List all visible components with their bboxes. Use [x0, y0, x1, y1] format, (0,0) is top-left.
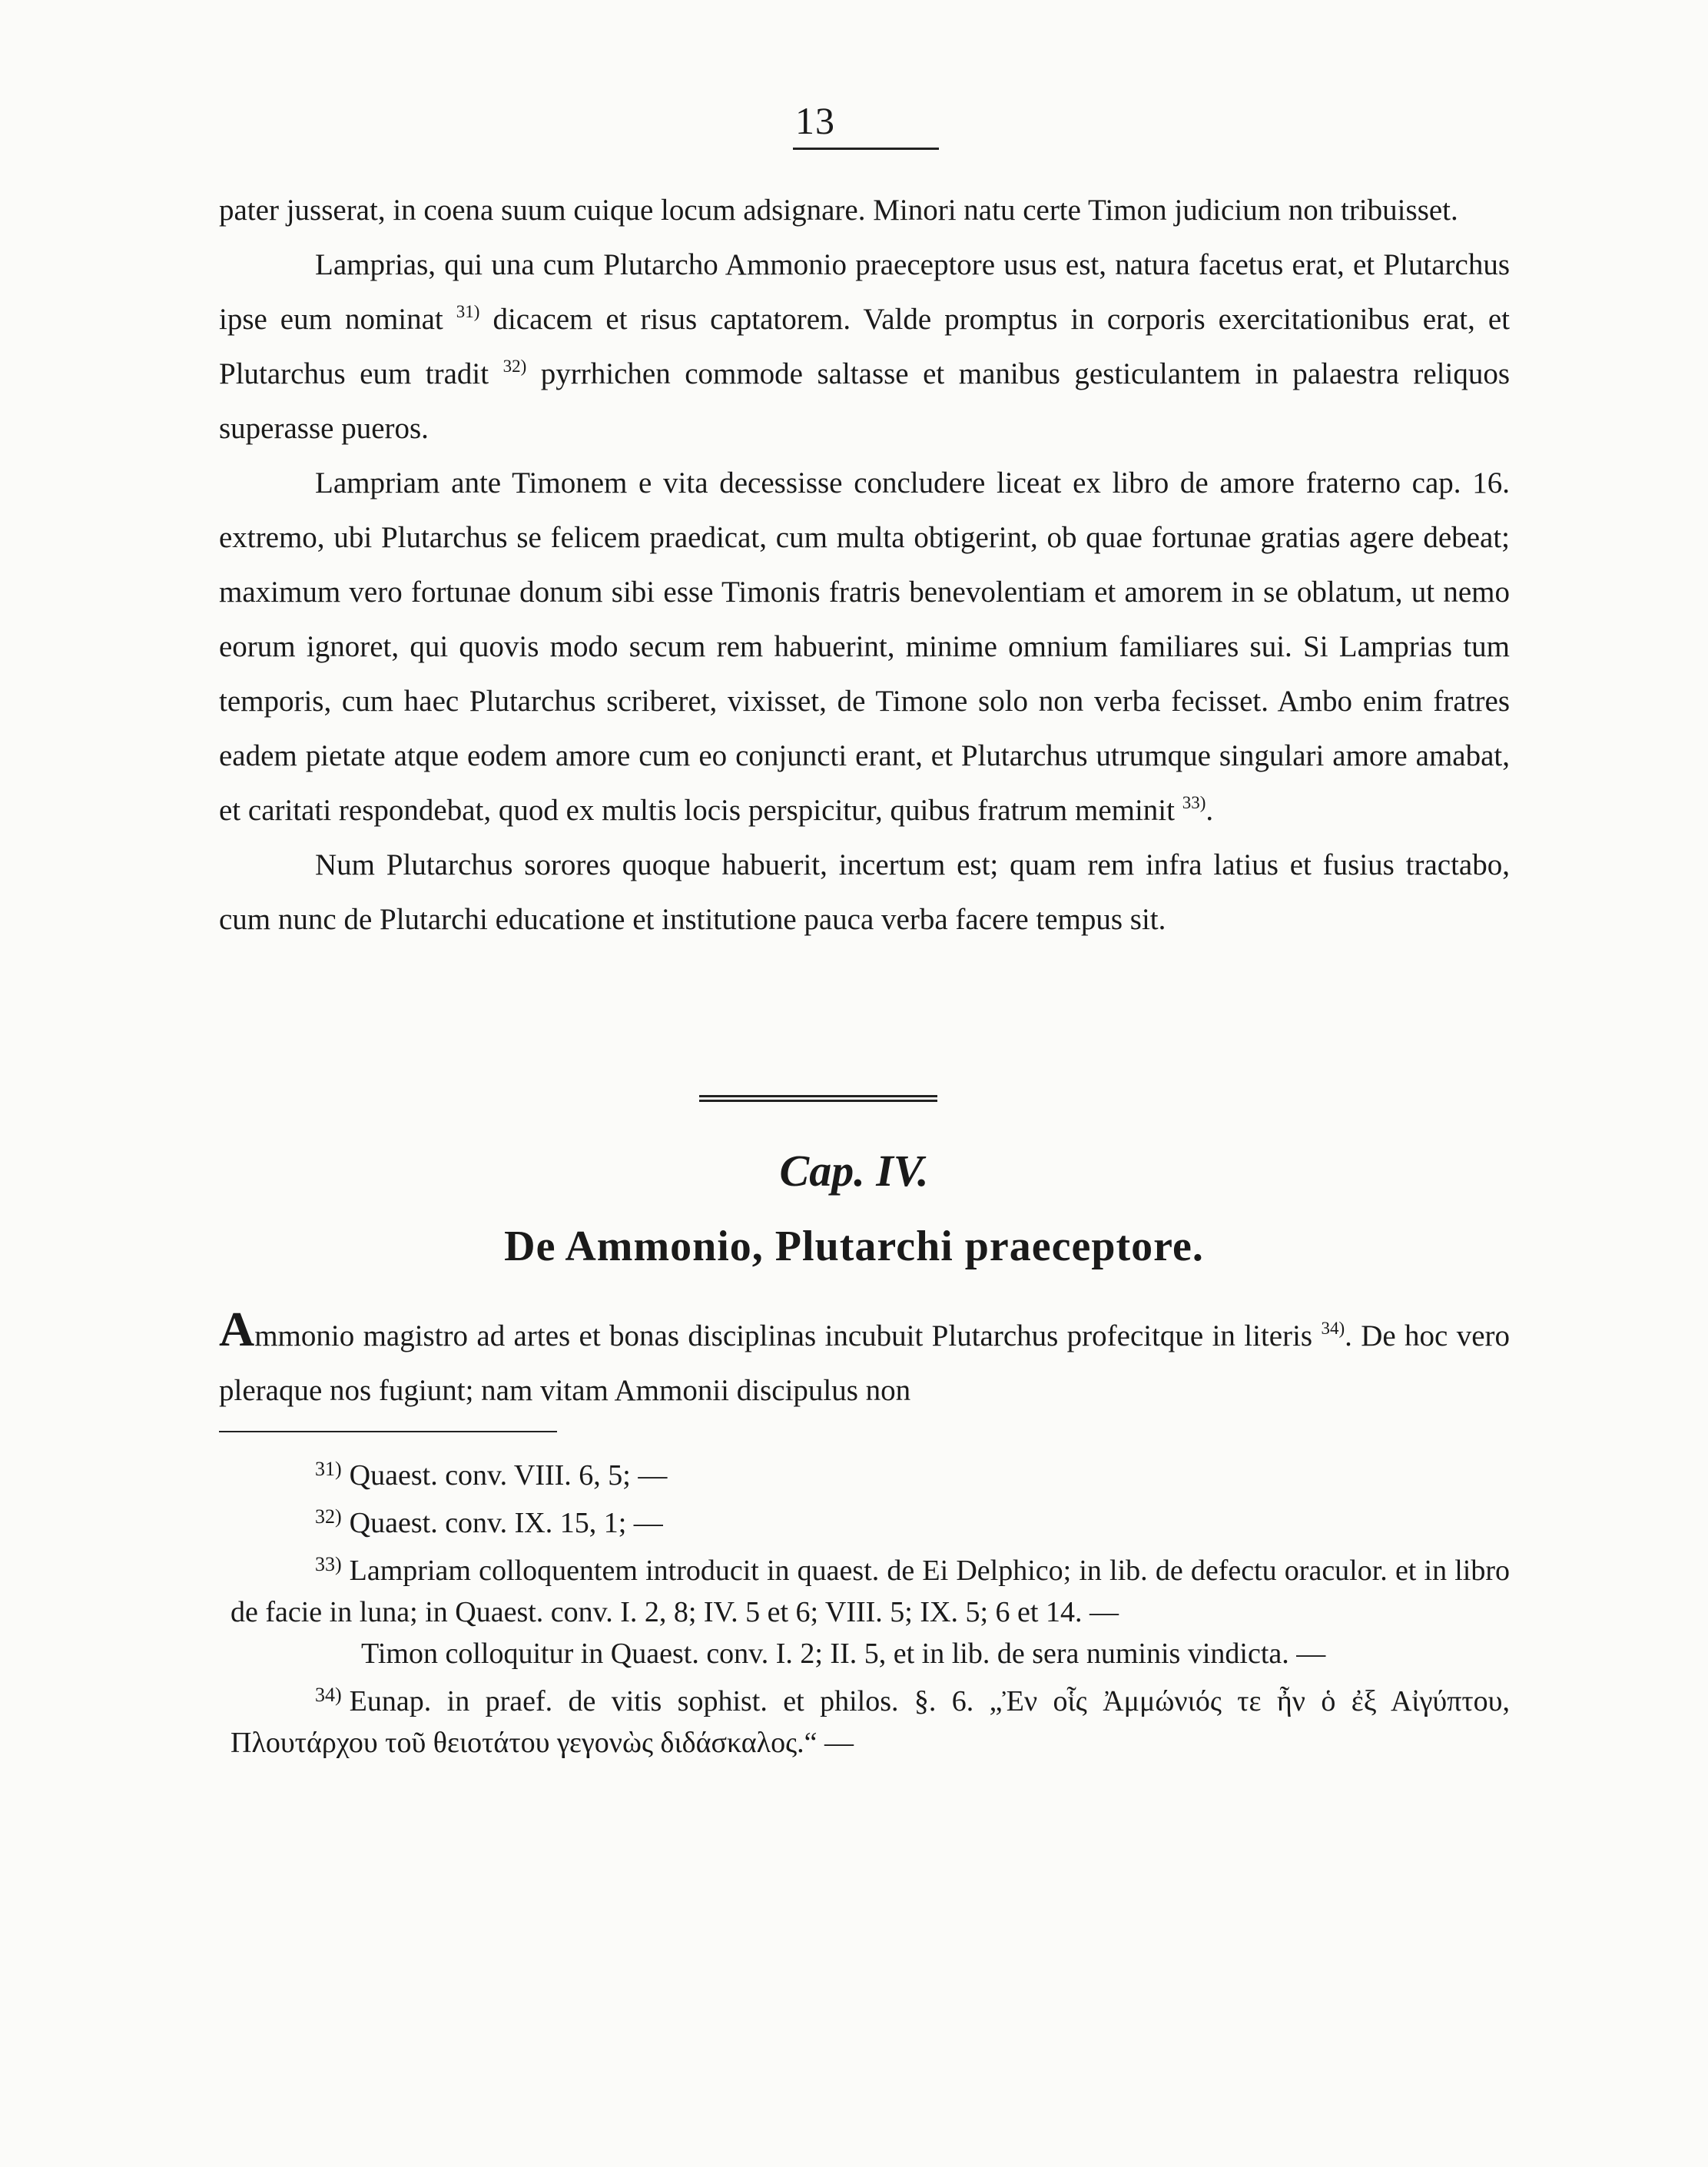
paragraph-1: pater jusserat, in coena suum cuique locum adsignare. Minori natu certe Timon judicium non tribuisset.: [219, 194, 1458, 227]
footnote-33-cont: Timon colloquitur in Quaest. conv. I. 2; II. 5, et in lib. de sera numinis vindicta. —: [361, 1638, 1326, 1670]
page-number: 13: [795, 99, 835, 142]
footnote-ref-33: 33): [1182, 793, 1206, 812]
section-divider: [699, 1095, 937, 1102]
footnote-ref-31: 31): [456, 302, 480, 321]
footnote-ref-34: 34): [1321, 1319, 1345, 1338]
footnote-ref-32: 32): [502, 357, 527, 376]
chapter-text: [219, 1302, 1510, 1418]
footnote-33: $^{33)}$ Lampriam colloquentem introducit in quaest. de Ei Delphico; in lib. de defectu oraculor. et in libro de facie in luna; in Quaest. conv. I. 2, 8; IV. 5 et 6; VIII. 5; IX. 5; 6 et 14. —: [230, 1553, 1510, 1628]
paragraph-2: Lamprias, qui una cum Plutarcho Ammonio praeceptore usus est, natura facetus erat, et Plutarchus ipse eum nominat $^{31)}$ dicacem et risus captatorem. Valde promptus in corporis exercitationibus erat, et Plutarchus eum tradit $^{32)}$ pyrrhichen commode saltasse et manibus gesticulantem in palaestra reliquos superasse pueros.: [219, 248, 1511, 445]
chapter-title: De Ammonio, Plutarchi praeceptore.: [504, 1223, 1204, 1270]
drop-cap: A: [219, 1302, 255, 1356]
footnote-31: $^{31)}$ Quaest. conv. VIII. 6, 5; —: [315, 1458, 668, 1492]
chapter-number: Cap. IV.: [779, 1146, 929, 1196]
footnote-32: $^{32)}$ Quaest. conv. IX. 15, 1; —: [315, 1505, 663, 1539]
footnote-rule: [219, 1431, 557, 1432]
paragraph-3: Lampriam ante Timonem e vita decessisse concludere liceat ex libro de amore fraterno cap. 16. extremo, ubi Plutarchus se felicem praedicat, cum multa obtigerint, ob quae fortunae gratias agere debeat; maximum vero fortunae donum sibi esse Timonis fratris benevolentiam et amorem in se oblatum, ut nemo eorum ignoret, qui quovis modo secum rem habuerint, minime omnium familiares sui. Si Lamprias tum temporis, cum haec Plutarchus scriberet, vixisset, de Timone solo non verba fecisset. Ambo enim fratres eadem pietate atque eodem amore cum eo conjuncti erant, et Plutarchus utrumque singulari amore amabat, et caritati respondebat, quod ex multis locis perspicitur, quibus fratrum meminit $^{33)}$.: [219, 466, 1510, 827]
chapter-paragraph: Ammonio magistro ad artes et bonas disciplinas incubuit Plutarchus profecitque in literis $^{34)}$. De hoc vero pleraque nos fugiunt; nam vitam Ammonii discipulus non: [219, 1302, 1510, 1407]
paragraph-4: Num Plutarchus sorores quoque habuerit, incertum est; quam rem infra latius et fusius tractabo, cum nunc de Plutarchi educatione et institutione pauca verba facere tempus sit.: [219, 848, 1510, 936]
footnotes: [230, 1449, 1510, 1764]
page-number-rule: [793, 148, 939, 150]
main-text: [219, 183, 1510, 947]
footnote-34: $^{34)}$ Eunap. in praef. de vitis sophist. et philos. §. 6. „Ἐν οἷς Ἀμμώνιός τε ἦν ὁ ἐξ Αἰγύπτου, Πλουτάρχου τοῦ θειοτάτου γεγονὼς διδάσκαλος.“ —: [230, 1684, 1510, 1759]
